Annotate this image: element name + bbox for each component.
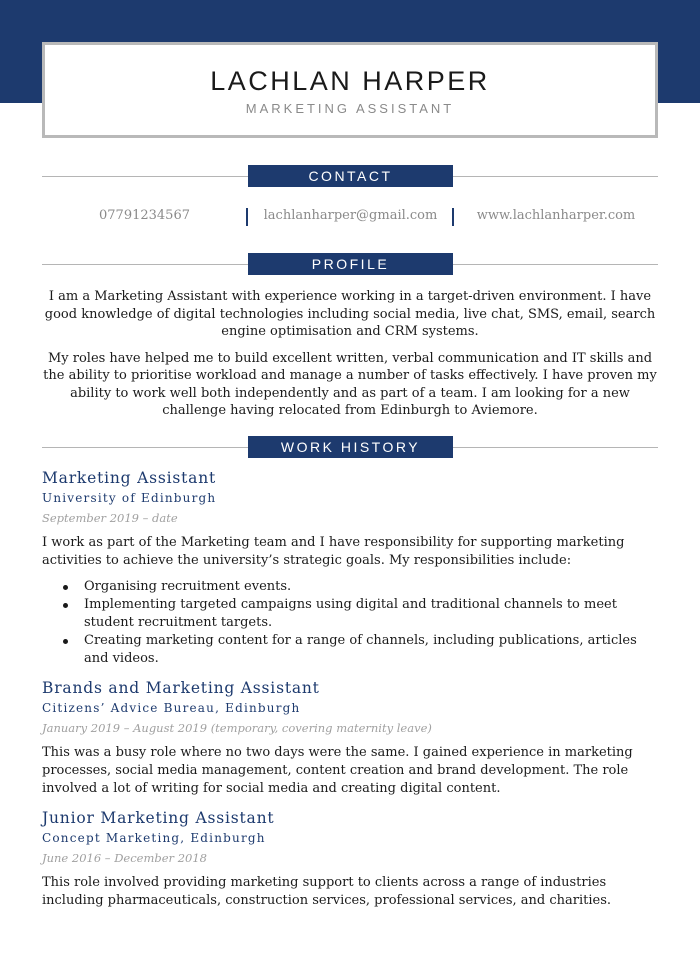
contact-website: www.lachlanharper.com: [476, 208, 636, 223]
job-title: Marketing Assistant: [42, 469, 216, 487]
job-title: Junior Marketing Assistant: [42, 809, 275, 827]
candidate-title: MARKETING ASSISTANT: [245, 101, 455, 116]
contact-section-header: [42, 165, 658, 187]
job-description: I work as part of the Marketing team and I have responsibility for supporting marketing activities to achieve the university’s strategic goals. My responsibilities include:: [42, 535, 625, 568]
responsibility-list: [42, 578, 658, 668]
work-history: [42, 468, 658, 920]
contact-phone: 07791234567: [99, 208, 190, 223]
job-entry: [42, 678, 658, 798]
list-item: Creating marketing content for a range of channels, including publications, articles and videos.: [42, 632, 658, 668]
job-description: This was a busy role where no two days were the same. I gained experience in marketing processes, social media management, content creation and brand development. The role involved a lot of writing for social media and creating digital content.: [42, 745, 633, 796]
profile-section-header: [42, 253, 658, 275]
work-history-heading: WORK HISTORY: [248, 436, 453, 458]
profile-heading: PROFILE: [248, 253, 453, 275]
job-title: Brands and Marketing Assistant: [42, 679, 320, 697]
job-dates: January 2019 – August 2019 (temporary, covering maternity leave): [42, 721, 432, 735]
name-box: [42, 42, 658, 138]
job-description: This role involved providing marketing support to clients across a range of industries including pharmaceuticals, construction services, professional services, and charities.: [42, 875, 612, 908]
work-section-header: [42, 436, 658, 458]
candidate-name: LACHLAN HARPER: [210, 66, 490, 96]
job-company: Concept Marketing, Edinburgh: [42, 831, 266, 845]
list-item: Organising recruitment events.: [42, 578, 658, 596]
profile-paragraph: My roles have helped me to build excellent written, verbal communication and IT skills and the ability to prioritise workload and manage a number of tasks effectively. I have proven my ability to work well both independently and as part of a team. I am looking for a new challenge having relocated from Edinburgh to Aviemore.: [43, 350, 657, 418]
contact-row: [42, 205, 658, 227]
list-item: Implementing targeted campaigns using digital and traditional channels to meet student recruitment targets.: [42, 596, 658, 632]
job-company: Citizens’ Advice Bureau, Edinburgh: [42, 701, 301, 715]
contact-heading: CONTACT: [248, 165, 453, 187]
profile-paragraph: I am a Marketing Assistant with experience working in a target-driven environment. I have good knowledge of digital technologies including social media, live chat, SMS, email, search engine optimisation and CRM systems.: [44, 289, 656, 339]
job-dates: June 2016 – December 2018: [42, 851, 207, 865]
job-company: University of Edinburgh: [42, 491, 217, 505]
job-entry: [42, 808, 658, 910]
profile-text: [42, 288, 658, 429]
job-entry: [42, 468, 658, 668]
job-dates: September 2019 – date: [42, 511, 178, 525]
contact-email: lachlanharper@gmail.com: [263, 208, 438, 223]
